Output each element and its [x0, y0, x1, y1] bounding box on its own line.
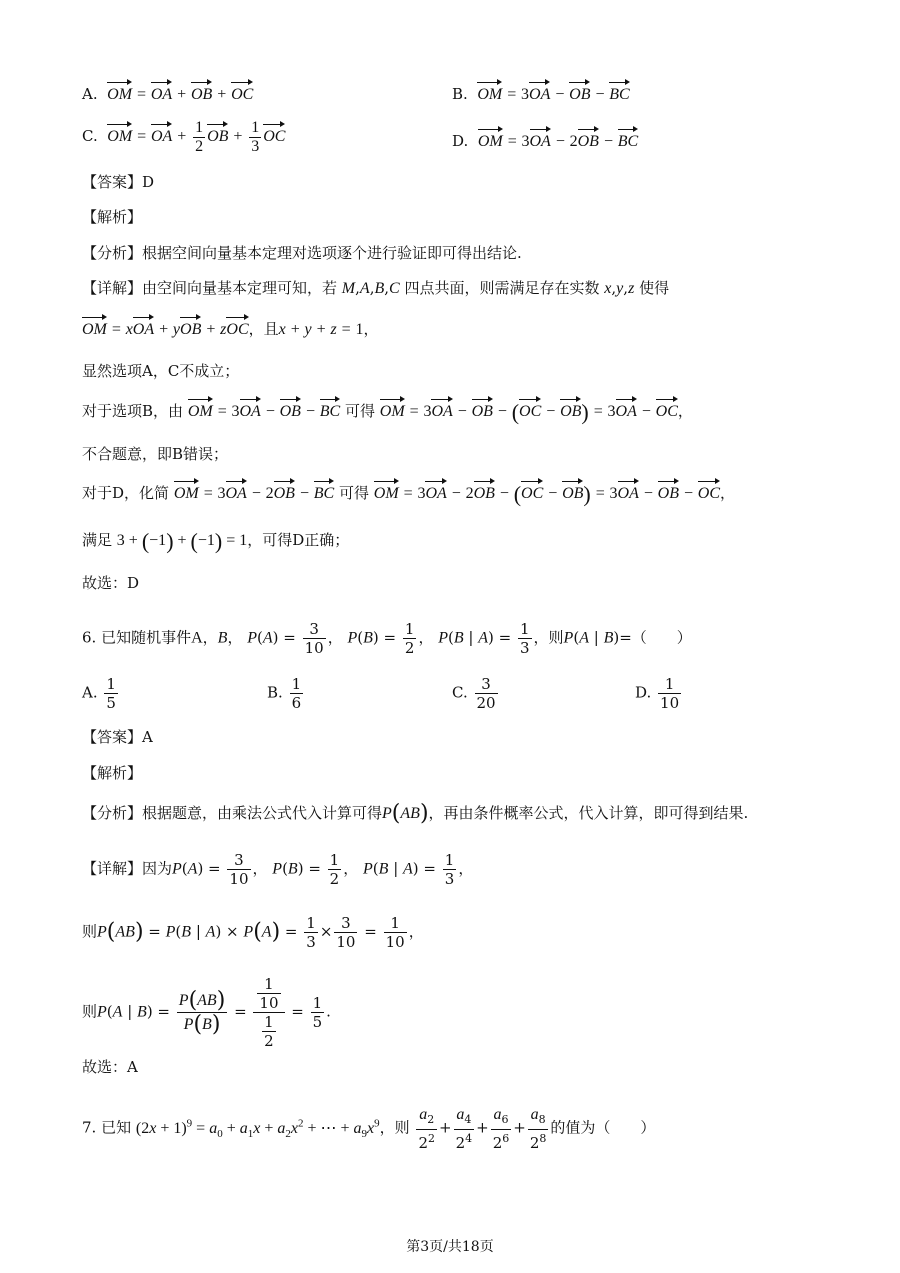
q5-check-b: 对于选项B，由 OM = 3OA − OB − BC 可得 OM = 3OA − OB − (OC − OB) = 3OA − OC，	[82, 399, 693, 425]
q6-option-a: A. $\frac{1}{5}$	[82, 675, 116, 712]
q6-fenxi: 【分析】根据题意，由乘法公式代入计算可得P(AB)，再由条件概率公式，代入计算，即可得到结果.	[82, 801, 749, 826]
q5-condition: OM = xOA + yOB + zOC，且x + y + z = 1，	[82, 318, 378, 341]
q6-pagb: 则P(A | B) = $\frac{P(AB)}{P(B)}$ = $\frac{\frac{1}{10}}{\frac{1}{2}}$ = $\frac{1}{5}$ .	[82, 975, 331, 1050]
q5-answer: 【答案】D	[82, 173, 155, 191]
q5-analysis-tag: 【解析】	[82, 208, 143, 226]
q6-analysis-tag: 【解析】	[82, 764, 143, 782]
q6-option-c: C. $\frac{3}{20}$	[452, 675, 496, 712]
q6-option-b: B. $\frac{1}{6}$	[267, 675, 302, 712]
q6-xiangjie: 【详解】因为P(A) = $\frac{3}{10}$ ， P(B) = $\frac{1}{2}$ ， P(B | A) = $\frac{1}{3}$ ，	[82, 851, 474, 888]
q5-fenxi: 【分析】根据空间向量基本定理对选项逐个进行验证即可得出结论.	[82, 244, 522, 262]
q6-stem: 6. 已知随机事件A，B， P(A) = $\frac{3}{10}$ ， P(B) = $\frac{1}{2}$ ， P(B | A) = $\frac{1}{3}$ ，则P(A | B)=（ ）	[82, 620, 692, 657]
q5-option-a: A. OM = OA + OB + OC	[82, 83, 253, 106]
q5-ac-invalid: 显然选项A，C不成立；	[82, 362, 240, 380]
q5-option-b: B. OM = 3OA − OB − BC	[452, 83, 630, 106]
q6-choose: 故选：A	[82, 1058, 138, 1076]
q5-option-c: C. OM = OA + $\frac{1}{2}$ OB + $\frac{1}{3}$ OC	[82, 119, 286, 155]
q6-pab: 则P(AB) = P(B | A) × P(A) = $\frac{1}{3}$ × $\frac{3}{10}$ = $\frac{1}{10}$ ，	[82, 914, 424, 951]
q5-d-satisfy: 满足 3 + (−1) + (−1) = 1，可得D正确；	[82, 528, 350, 554]
q5-b-conclusion: 不合题意，即B错误；	[82, 445, 229, 463]
q5-option-d: D. OM = 3OA − 2OB − BC	[452, 130, 638, 153]
page-footer: 第3页/共18页	[406, 1239, 494, 1255]
q5-check-d: 对于D，化简 OM = 3OA − 2OB − BC 可得 OM = 3OA − 2OB − (OC − OB) = 3OA − OB − OC，	[82, 481, 736, 507]
q5-choose: 故选：D	[82, 574, 140, 592]
q6-answer: 【答案】A	[82, 728, 153, 746]
q7-stem: 7. 已知 $(2x + 1)^9 = a_0 + a_1x + a_2x^2$ + ⋯ + $a_9x^9$，则 $\frac{a_2}{2^2}$ + $\frac{a_4}{2^4}$ + $\frac{a_6}{2^6}$ + $\frac{a_8}{2^8}$ 的值为（ ）	[82, 1106, 656, 1152]
q6-option-d: D. $\frac{1}{10}$	[635, 675, 680, 712]
q5-xiangjie: 【详解】由空间向量基本定理可知，若 M,A,B,C 四点共面，则需满足存在实数 x,y,z 使得	[82, 279, 670, 297]
